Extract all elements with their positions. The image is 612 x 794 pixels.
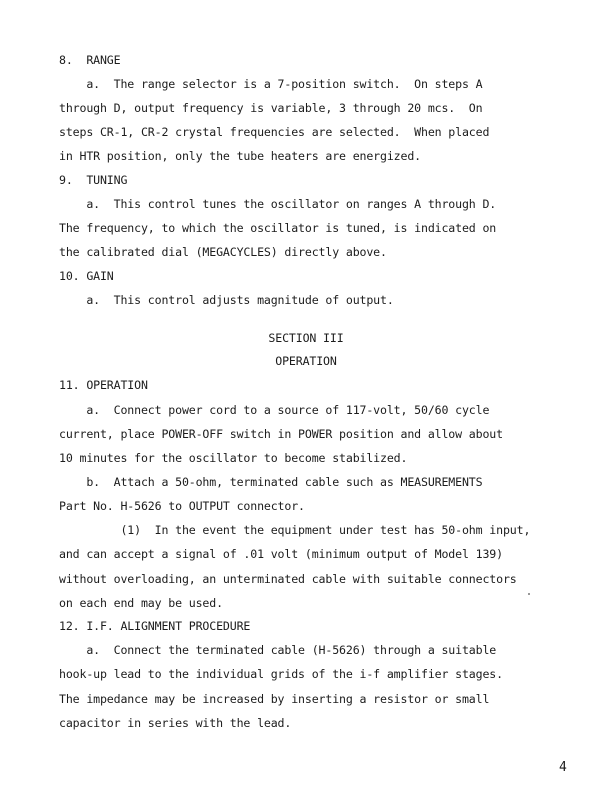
- text-line: and can accept a signal of .01 volt (minimum output of Model 139): [59, 547, 503, 561]
- heading-range: 8. RANGE: [59, 53, 121, 67]
- text-line: steps CR-1, CR-2 crystal frequencies are selected. When placed: [59, 125, 490, 139]
- text-line: on each end may be used.: [59, 596, 223, 610]
- text-line: hook-up lead to the individual grids of the i-f amplifier stages.: [59, 667, 503, 681]
- scan-speck: [528, 593, 530, 595]
- heading-operation: 11. OPERATION: [59, 378, 148, 392]
- page-number: 4: [559, 760, 567, 775]
- text-line: a. This control adjusts magnitude of output.: [59, 293, 394, 307]
- text-line: a. The range selector is a 7-position switch. On steps A: [59, 77, 483, 91]
- section-number: SECTION III: [268, 331, 344, 345]
- text-line: a. Connect power cord to a source of 117-volt, 50/60 cycle: [59, 403, 490, 417]
- heading-gain: 10. GAIN: [59, 269, 114, 283]
- text-line: The frequency, to which the oscillator is tuned, is indicated on: [59, 221, 497, 235]
- heading-if-alignment: 12. I.F. ALIGNMENT PROCEDURE: [59, 619, 251, 633]
- text-line: The impedance may be increased by inserting a resistor or small: [59, 692, 490, 706]
- text-line: in HTR position, only the tube heaters are energized.: [59, 149, 421, 163]
- text-line: 10 minutes for the oscillator to become stabilized.: [59, 451, 408, 465]
- text-line: a. This control tunes the oscillator on ranges A through D.: [59, 197, 497, 211]
- text-line: without overloading, an unterminated cable with suitable connectors: [59, 572, 517, 586]
- text-line: Part No. H-5626 to OUTPUT connector.: [59, 499, 305, 513]
- text-line: a. Connect the terminated cable (H-5626) through a suitable: [59, 643, 497, 657]
- text-line: the calibrated dial (MEGACYCLES) directly above.: [59, 245, 387, 259]
- text-line: through D, output frequency is variable, 3 through 20 mcs. On: [59, 101, 483, 115]
- text-line: b. Attach a 50-ohm, terminated cable such as MEASUREMENTS: [59, 475, 483, 489]
- text-line: (1) In the event the equipment under test has 50-ohm input,: [59, 523, 531, 537]
- text-line: current, place POWER-OFF switch in POWER position and allow about: [59, 427, 503, 441]
- section-title: OPERATION: [275, 354, 337, 368]
- text-line: capacitor in series with the lead.: [59, 716, 292, 730]
- heading-tuning: 9. TUNING: [59, 173, 128, 187]
